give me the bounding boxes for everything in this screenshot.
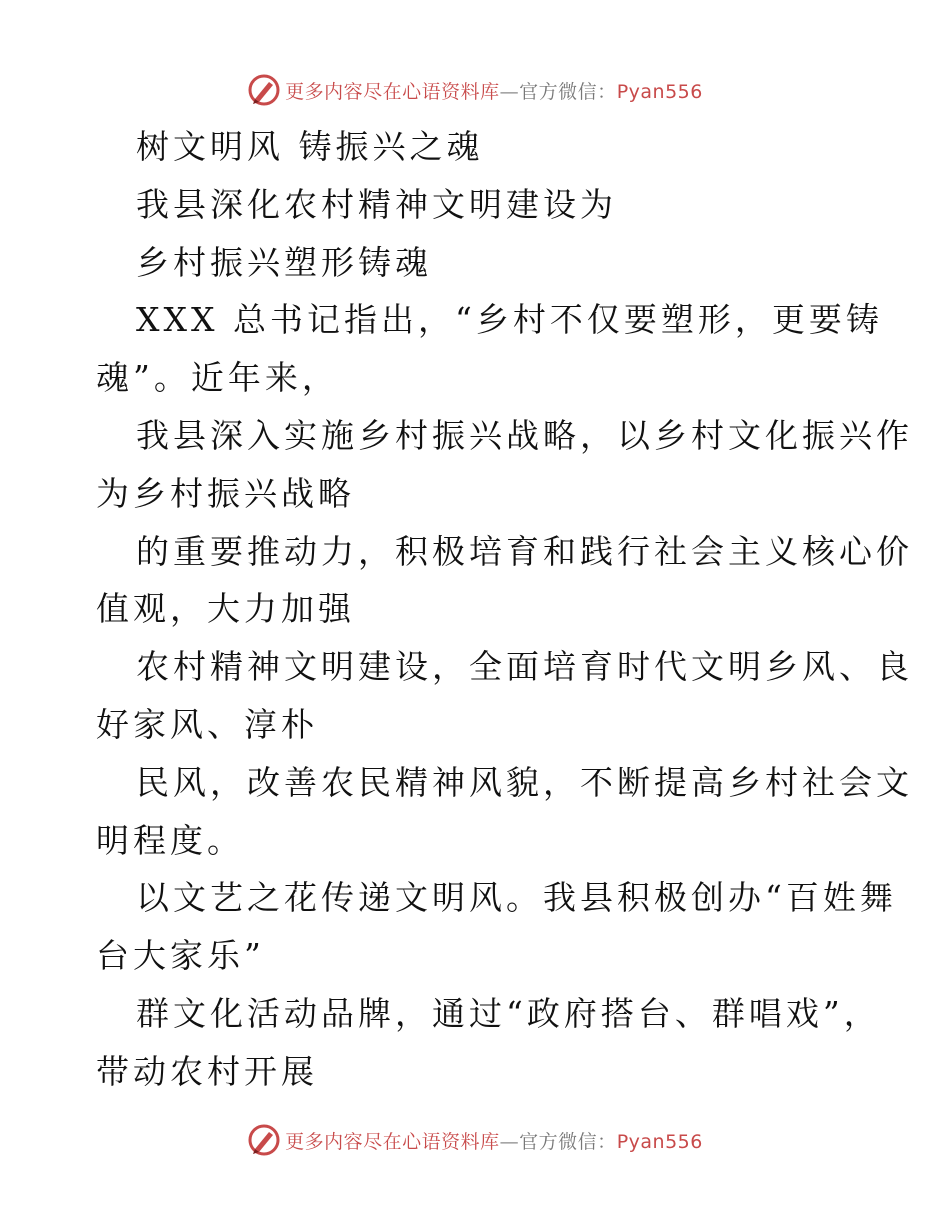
- doc-subtitle-line-2: 乡村振兴塑形铸魂: [136, 242, 432, 282]
- paragraph-line: 农村精神文明建设，全面培育时代文明乡风、良: [136, 647, 913, 687]
- banner-text: [285, 1127, 703, 1154]
- banner-text: [285, 77, 703, 104]
- paragraph-line: 值观，大力加强: [96, 589, 355, 629]
- paragraph-line: 我县深入实施乡村振兴战略，以乡村文化振兴作: [136, 415, 913, 455]
- paragraph-line: 的重要推动力，积极培育和践行社会主义核心价: [136, 531, 913, 571]
- banner-brand: 更多内容尽在心语资料库: [285, 1130, 500, 1153]
- paragraph-line: 明程度。: [96, 820, 244, 860]
- paragraph-line: 民风，改善农民精神风貌，不断提高乡村社会文: [136, 762, 913, 802]
- doc-title-line: 树文明风 铸振兴之魂: [136, 127, 484, 166]
- banner-dash: —: [499, 1130, 520, 1153]
- paragraph-line: 为乡村振兴战略: [96, 473, 355, 513]
- footer-banner: [0, 1120, 950, 1160]
- header-banner: [0, 70, 950, 110]
- paragraph-line: 魂”。近年来，: [96, 358, 339, 398]
- banner-wechat-id: Pyan556: [616, 80, 703, 103]
- banner-official: 官方微信：: [519, 1130, 617, 1153]
- paragraph-line: 以文艺之花传递文明风。我县积极创办“百姓舞: [136, 878, 897, 918]
- paragraph-line: 带动农村开展: [96, 1051, 318, 1091]
- pen-logo-icon: [247, 73, 281, 107]
- banner-brand: 更多内容尽在心语资料库: [285, 80, 500, 103]
- banner-dash: —: [499, 80, 520, 103]
- pen-logo-icon: [247, 1123, 281, 1157]
- paragraph-line: 群文化活动品牌，通过“政府搭台、群唱戏”，: [136, 993, 881, 1033]
- paragraph-line: 台大家乐”: [96, 936, 265, 976]
- banner-wechat-id: Pyan556: [616, 1130, 703, 1153]
- banner-official: 官方微信：: [519, 80, 617, 103]
- paragraph-line: XXX 总书记指出，“乡村不仅要塑形，更要铸: [136, 300, 883, 340]
- document-body: [96, 118, 913, 1101]
- doc-subtitle-line-1: 我县深化农村精神文明建设为: [136, 184, 617, 224]
- paragraph-line: 好家风、淳朴: [96, 704, 318, 744]
